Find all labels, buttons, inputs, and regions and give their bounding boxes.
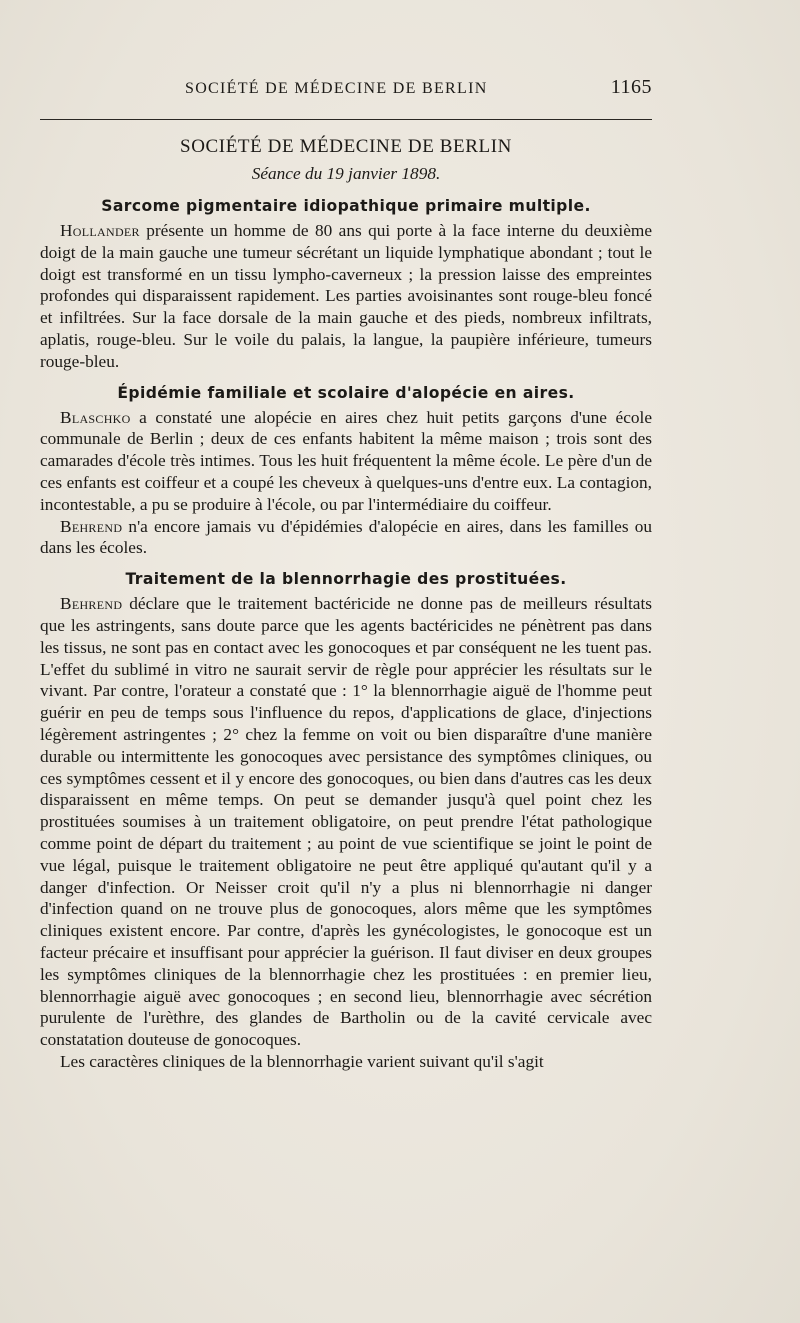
society-heading: SOCIÉTÉ DE MÉDECINE DE BERLIN <box>180 136 512 157</box>
paragraph <box>40 220 652 373</box>
paragraph <box>40 516 652 560</box>
paragraph-text: présente un homme de 80 ans qui porte à la face interne du deuxième doigt de la main gauche une tumeur sécrétant un liquide lymphatique abondant ; tout le doigt est transformé en un tissu lympho-caverneux ; la pression laisse des empreintes profondes qui disparaissent rapidement. Les parties avoisinantes sont rouge-bleu foncé et infiltrées. Sur la face dorsale de la main gauche et des pieds, nombreux infiltrats, aplatis, rouge-bleu. Sur le voile du palais, la langue, la paupière inférieure, tumeurs rouge-bleu. <box>40 221 652 371</box>
paragraph-text: déclare que le traitement bactéricide ne donne pas de meilleurs résultats que les astringents, sans doute parce que les agents bactéricides ne pénètrent pas dans les tissus, ne sont pas en contact avec les gonocoques et par conséquent ne les tuent pas. L'effet du sublimé in vitro ne saurait servir de règle pour apprécier les résultats sur le vivant. Par contre, l'orateur a constaté que : 1° la blennorrhagie aiguë de l'homme peut guérir en peu de temps sous l'influence du repos, d'applications de glace, d'injections légèrement astringentes ; 2° chez la femme on voit ou bien disparaître d'une manière durable ou intermittente les gonocoques avec persistance des symptômes cliniques, ou ces symptômes cessent et il y encore des gonocoques, ou bien dans d'autres cas les deux disparaissent en même temps. On peut se demander jusqu'à quel point chez les prostituées soumises à un traitement obligatoire, on peut prendre l'état pathologique comme point de départ du traitement ; au point de vue scientifique se joint le point de vue légal, puisque le traitement obligatoire ne peut être appliqué qu'autant qu'il y a danger d'infection. Or Neisser croit qu'il n'y a plus ni blennorrhagie ni danger d'infection quand on ne trouve plus de gonocoques, alors même que les symptômes cliniques existent encore. Par contre, d'après les gynécologistes, le gonocoque est un facteur précaire et insuffisant pour apprécier la guérison. Il faut diviser en deux groupes les symptômes cliniques de la blennorrhagie chez les prostituées : en premier lieu, blennorrhagie aiguë avec gonocoques ; en second lieu, blennorrhagie avec sécrétion purulente de l'urèthre, des glandes de Bartholin ou de la cavité cervicale avec constatation douteuse de gonocoques. <box>40 594 652 1050</box>
paragraph <box>40 1051 652 1073</box>
session-date: Séance du 19 janvier 1898. <box>251 164 441 183</box>
running-head <box>40 76 652 104</box>
section-alopecie <box>40 383 652 560</box>
section-sarcome <box>40 196 652 373</box>
section-title: Épidémie familiale et scolaire d'alopécie en aires. <box>117 383 575 402</box>
section-blennorrhagie <box>40 569 652 1073</box>
paragraph <box>40 593 652 1051</box>
author-name: Blaschko <box>60 407 131 427</box>
author-name: Hollander <box>60 221 140 240</box>
paragraph <box>40 407 652 516</box>
section-title: Sarcome pigmentaire idiopathique primaire multiple. <box>101 197 591 215</box>
section-title: Traitement de la blennorrhagie des prostituées. <box>125 570 567 589</box>
header-rule <box>40 119 652 120</box>
running-head-title: SOCIÉTÉ DE MÉDECINE DE BERLIN <box>185 80 488 97</box>
page-number: 1165 <box>610 76 652 98</box>
author-name: Behrend <box>60 516 123 536</box>
paragraph-text: n'a encore jamais vu d'épidémies d'alopécie en aires, dans les familles ou dans les écoles. <box>40 516 652 558</box>
page-body <box>40 134 652 1073</box>
paragraph-text: a constaté une alopécie en aires chez huit petits garçons d'une école communale de Berlin ; deux de ces enfants habitent la même maison ; trois sont des camarades d'école très intimes. Tous les huit fréquentent la même école. Le père d'un de ces enfants est coiffeur et a coupé les cheveux à quelques-uns d'entre eux. La contagion, incontestable, a pu se produire à l'école, ou par l'intermédiaire du coiffeur. <box>40 407 652 514</box>
paragraph-text: Les caractères cliniques de la blennorrhagie varient suivant qu'il s'agit <box>60 1051 544 1071</box>
author-name: Behrend <box>60 594 123 614</box>
